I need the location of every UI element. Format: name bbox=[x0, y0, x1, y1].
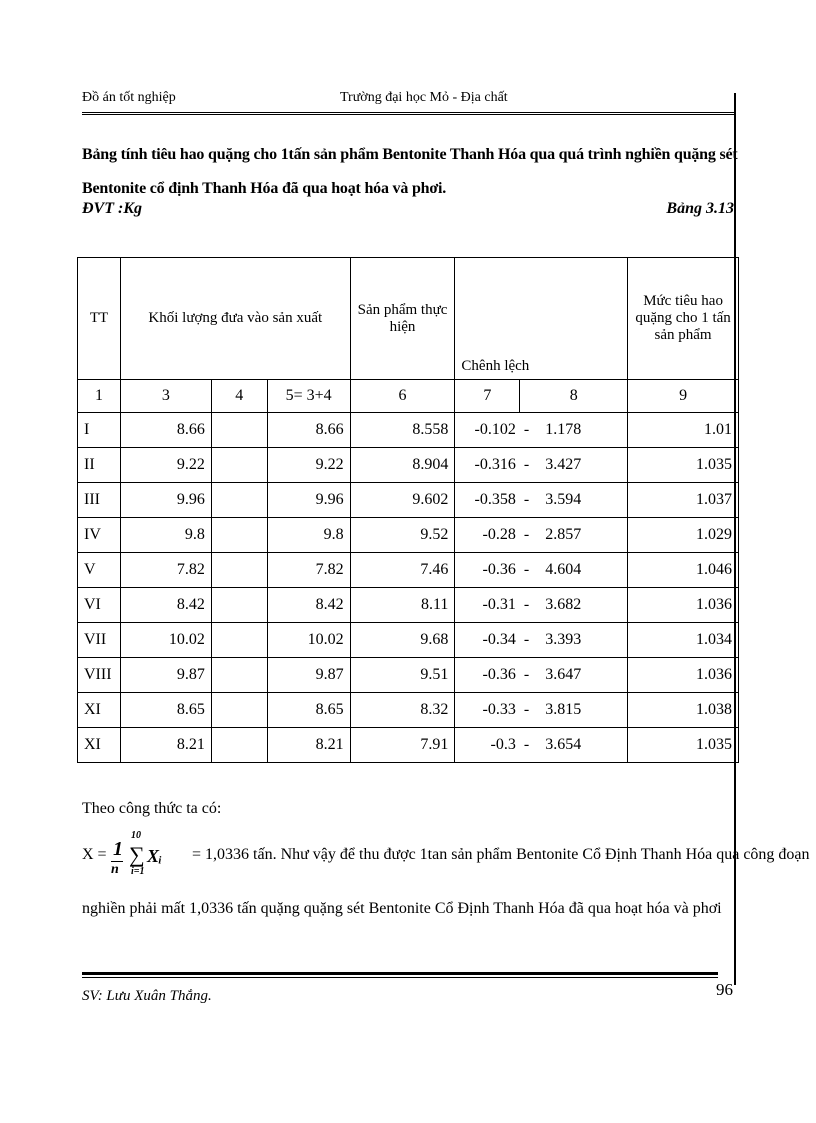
table-row bbox=[78, 553, 739, 588]
formula-x: X = bbox=[82, 846, 107, 863]
dot-marker: - bbox=[523, 736, 530, 753]
table-row bbox=[78, 693, 739, 728]
col-num: 4 bbox=[211, 380, 267, 413]
cell-product: 9.52 bbox=[350, 518, 455, 553]
dot-marker: - bbox=[523, 526, 530, 543]
cell-input: 8.42 bbox=[120, 588, 211, 623]
cell-product: 8.558 bbox=[350, 413, 455, 448]
cell-diff: -0.31 bbox=[455, 588, 520, 623]
dot-marker: - bbox=[523, 421, 530, 438]
cell-consumption: 1.029 bbox=[628, 518, 739, 553]
cell-value: 3.393 bbox=[545, 631, 582, 648]
row-tt: VII bbox=[78, 623, 121, 658]
cell-input: 8.66 bbox=[120, 413, 211, 448]
formula bbox=[82, 828, 810, 888]
cell-consumption: 1.01 bbox=[628, 413, 739, 448]
formula-xi: Xᵢ bbox=[147, 846, 163, 866]
col-num: 7 bbox=[455, 380, 520, 413]
cell-diff: -0.102 bbox=[455, 413, 520, 448]
cell-value: 3.654 bbox=[545, 736, 582, 753]
cell-total: 9.96 bbox=[267, 483, 350, 518]
cell-value: 3.682 bbox=[545, 596, 582, 613]
table-row bbox=[78, 588, 739, 623]
cell-diff-pct bbox=[520, 483, 628, 518]
cell-extra bbox=[211, 448, 267, 483]
header-university: Trường đại học Mỏ - Địa chất bbox=[340, 90, 508, 105]
cell-total: 10.02 bbox=[267, 623, 350, 658]
cell-input: 7.82 bbox=[120, 553, 211, 588]
header-thesis-label: Đồ án tốt nghiệp bbox=[82, 90, 176, 105]
cell-value: 1.178 bbox=[545, 421, 582, 438]
column-number-row bbox=[78, 380, 739, 413]
footer-student: SV: Lưu Xuân Thắng. bbox=[82, 988, 212, 1004]
cell-extra bbox=[211, 553, 267, 588]
cell-product: 9.602 bbox=[350, 483, 455, 518]
dot-marker: - bbox=[523, 666, 530, 683]
cell-input: 9.8 bbox=[120, 518, 211, 553]
table-row bbox=[78, 518, 739, 553]
col-num: 1 bbox=[78, 380, 121, 413]
row-tt: IV bbox=[78, 518, 121, 553]
cell-total: 9.87 bbox=[267, 658, 350, 693]
cell-input: 9.87 bbox=[120, 658, 211, 693]
cell-total: 9.22 bbox=[267, 448, 350, 483]
cell-diff: -0.358 bbox=[455, 483, 520, 518]
header-tt: TT bbox=[78, 258, 121, 380]
cell-diff-pct bbox=[520, 448, 628, 483]
col-num: 8 bbox=[520, 380, 628, 413]
table-title: Bảng tính tiêu hao quặng cho 1tấn sản phẩm Bentonite Thanh Hóa qua quá trình nghiền quặng sét Bentonite cổ định Thanh Hóa đã qua hoạt hóa và phơi. bbox=[82, 146, 738, 197]
sigma-symbol: ∑ bbox=[129, 842, 145, 867]
cell-input: 9.96 bbox=[120, 483, 211, 518]
cell-consumption: 1.035 bbox=[628, 728, 739, 763]
dot-marker: - bbox=[523, 561, 530, 578]
cell-diff-pct bbox=[520, 728, 628, 763]
formula-result: = 1,0336 tấn. Như vậy để thu được 1tan sản phẩm Bentonite Cổ Định Thanh Hóa qua công đoạn bbox=[192, 846, 810, 863]
consumption-table bbox=[77, 257, 739, 763]
dot-marker: - bbox=[523, 631, 530, 648]
dot-marker: - bbox=[523, 701, 530, 718]
cell-value: 3.647 bbox=[545, 666, 582, 683]
cell-value: 2.857 bbox=[545, 526, 582, 543]
col-num: 5= 3+4 bbox=[267, 380, 350, 413]
cell-consumption: 1.036 bbox=[628, 588, 739, 623]
cell-extra bbox=[211, 658, 267, 693]
header-consumption: Mức tiêu hao quặng cho 1 tấn sản phẩm bbox=[628, 258, 739, 380]
cell-total: 7.82 bbox=[267, 553, 350, 588]
row-tt: XI bbox=[78, 693, 121, 728]
header-diff: Chênh lệch bbox=[455, 258, 628, 380]
formula-denominator: n bbox=[111, 862, 119, 877]
table-row bbox=[78, 728, 739, 763]
row-tt: V bbox=[78, 553, 121, 588]
dot-marker: - bbox=[523, 491, 530, 508]
cell-input: 8.21 bbox=[120, 728, 211, 763]
cell-diff: -0.28 bbox=[455, 518, 520, 553]
table-row bbox=[78, 413, 739, 448]
cell-value: 4.604 bbox=[545, 561, 582, 578]
cell-value: 3.594 bbox=[545, 491, 582, 508]
cell-value: 3.427 bbox=[545, 456, 582, 473]
dot-marker: - bbox=[523, 596, 530, 613]
cell-diff: -0.36 bbox=[455, 658, 520, 693]
formula-conclusion: nghiền phải mất 1,0336 tấn quặng quặng sét Bentonite Cổ Định Thanh Hóa đã qua hoạt hóa và phơi bbox=[82, 900, 722, 917]
row-tt: I bbox=[78, 413, 121, 448]
page-number: 96 bbox=[716, 980, 733, 999]
table-row bbox=[78, 658, 739, 693]
cell-product: 8.11 bbox=[350, 588, 455, 623]
cell-extra bbox=[211, 518, 267, 553]
row-tt: II bbox=[78, 448, 121, 483]
cell-extra bbox=[211, 483, 267, 518]
header-input: Khối lượng đưa vào sản xuất bbox=[120, 258, 350, 380]
cell-input: 8.65 bbox=[120, 693, 211, 728]
cell-product: 9.51 bbox=[350, 658, 455, 693]
table-header-row bbox=[78, 258, 739, 380]
cell-diff-pct bbox=[520, 623, 628, 658]
cell-diff-pct bbox=[520, 413, 628, 448]
row-tt: III bbox=[78, 483, 121, 518]
cell-value: 3.815 bbox=[545, 701, 582, 718]
cell-extra bbox=[211, 588, 267, 623]
sum-upper: 10 bbox=[131, 830, 141, 841]
unit-row bbox=[82, 200, 734, 224]
row-tt: VIII bbox=[78, 658, 121, 693]
cell-extra bbox=[211, 413, 267, 448]
cell-consumption: 1.037 bbox=[628, 483, 739, 518]
cell-product: 9.68 bbox=[350, 623, 455, 658]
cell-product: 8.904 bbox=[350, 448, 455, 483]
cell-diff: -0.316 bbox=[455, 448, 520, 483]
cell-consumption: 1.035 bbox=[628, 448, 739, 483]
cell-diff: -0.36 bbox=[455, 553, 520, 588]
col-num: 3 bbox=[120, 380, 211, 413]
cell-total: 8.66 bbox=[267, 413, 350, 448]
formula-intro: Theo công thức ta có: bbox=[82, 800, 222, 817]
table-body bbox=[78, 413, 739, 763]
cell-diff-pct bbox=[520, 658, 628, 693]
cell-extra bbox=[211, 623, 267, 658]
cell-diff: -0.34 bbox=[455, 623, 520, 658]
table-number: Bảng 3.13 bbox=[666, 200, 734, 217]
cell-input: 9.22 bbox=[120, 448, 211, 483]
cell-diff: -0.33 bbox=[455, 693, 520, 728]
sum-lower: i=1 bbox=[131, 866, 145, 877]
col-num: 6 bbox=[350, 380, 455, 413]
cell-input: 10.02 bbox=[120, 623, 211, 658]
cell-diff: -0.3 bbox=[455, 728, 520, 763]
cell-total: 8.42 bbox=[267, 588, 350, 623]
dot-marker: - bbox=[523, 456, 530, 473]
row-tt: VI bbox=[78, 588, 121, 623]
cell-total: 8.65 bbox=[267, 693, 350, 728]
table-row bbox=[78, 483, 739, 518]
cell-extra bbox=[211, 728, 267, 763]
unit-label: ĐVT :Kg bbox=[82, 200, 142, 217]
header-product: Sản phẩm thực hiện bbox=[350, 258, 455, 380]
cell-product: 8.32 bbox=[350, 693, 455, 728]
col-num: 9 bbox=[628, 380, 739, 413]
cell-consumption: 1.034 bbox=[628, 623, 739, 658]
cell-consumption: 1.036 bbox=[628, 658, 739, 693]
row-tt: XI bbox=[78, 728, 121, 763]
footer-rule-thin bbox=[82, 977, 718, 978]
cell-diff-pct bbox=[520, 518, 628, 553]
cell-product: 7.46 bbox=[350, 553, 455, 588]
cell-diff-pct bbox=[520, 588, 628, 623]
table-row bbox=[78, 448, 739, 483]
formula-numerator: 1 bbox=[113, 838, 123, 860]
cell-extra bbox=[211, 693, 267, 728]
table-row bbox=[78, 623, 739, 658]
cell-diff-pct bbox=[520, 693, 628, 728]
cell-consumption: 1.038 bbox=[628, 693, 739, 728]
footer-rule bbox=[82, 972, 718, 975]
cell-consumption: 1.046 bbox=[628, 553, 739, 588]
cell-total: 8.21 bbox=[267, 728, 350, 763]
cell-product: 7.91 bbox=[350, 728, 455, 763]
cell-total: 9.8 bbox=[267, 518, 350, 553]
cell-diff-pct bbox=[520, 553, 628, 588]
page-header bbox=[82, 90, 734, 115]
